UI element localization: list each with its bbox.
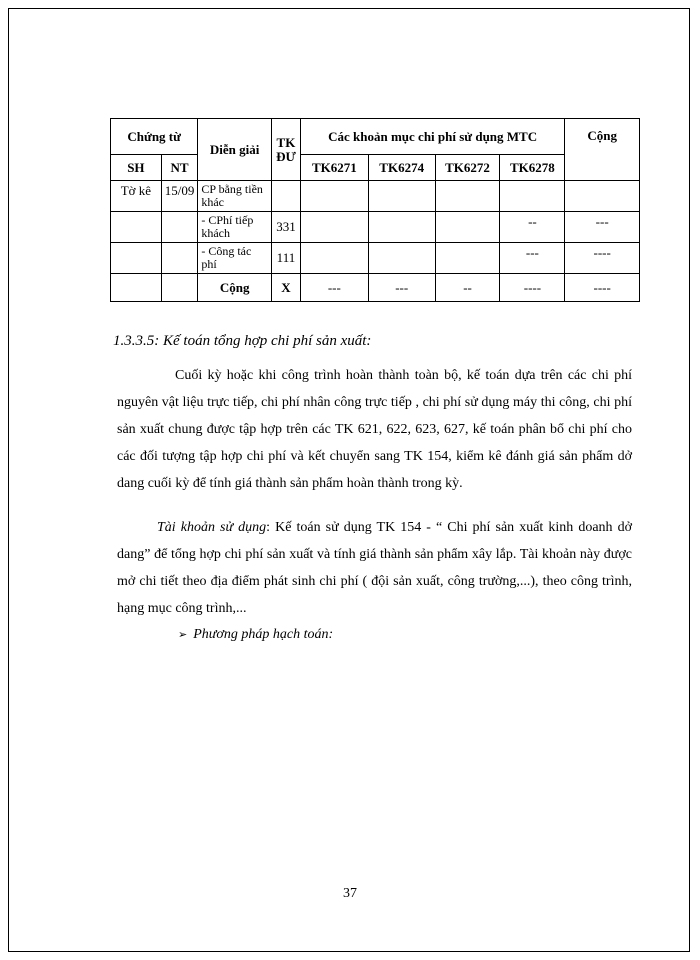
method-label: Phương pháp hạch toán:: [193, 627, 334, 642]
header-account-3: TK6272: [435, 155, 500, 181]
cell-desc: - Công tác phí: [198, 243, 272, 274]
cell-desc: - CPhí tiếp khách: [198, 212, 272, 243]
header-dien-giai: Diễn giải: [198, 119, 272, 181]
cell-a4: ---: [500, 243, 565, 274]
total-a3: --: [435, 274, 500, 302]
header-tk-du: TK ĐƯ: [271, 119, 300, 181]
account-text: : Kế toán sử dụng TK 154 - “ Chi phí sản xuất kinh doanh dở dang” để tổng hợp chi phí sản xuất và tính giá thành sản phẩm xây lắp. Tài khoản này được mở chi tiết theo địa điểm phát sinh chi phí ( đội sản xuất, công trường,...), theo công trình, hạng mục công trình,...: [117, 520, 632, 616]
table-row: [111, 243, 640, 274]
paragraph-summary: Cuối kỳ hoặc khi công trình hoàn thành toàn bộ, kế toán dựa trên các chi phí nguyên vật liệu trực tiếp, chi phí nhân công trực tiếp , chi phí sử dụng máy thi công, chi phí sản xuất chung được tập hợp trên các TK 621, 622, 623, 627, kế toán phân bổ chi phí cho các đối tượng tập hợp chi phí và kết chuyển sang TK 154, kiểm kê đánh giá sản phẩm dở dang cuối kỳ để tính giá thành sản phẩm hoàn thành trong kỳ.: [117, 368, 632, 491]
cell-tk: [271, 181, 300, 212]
total-a1: ---: [300, 274, 368, 302]
header-account-4: TK6278: [500, 155, 565, 181]
cell-sh: Tờ kê: [111, 181, 162, 212]
cell-nt: 15/09: [161, 181, 198, 212]
table-row: [111, 181, 640, 212]
header-account-1: TK6271: [300, 155, 368, 181]
total-a2: ---: [368, 274, 435, 302]
table-header-row: [111, 119, 640, 155]
cell-a3: [435, 212, 500, 243]
cell-total: ---: [565, 212, 640, 243]
header-cong: Cộng: [565, 119, 640, 181]
header-account-2: TK6274: [368, 155, 435, 181]
cell-sh: [111, 212, 162, 243]
arrow-bullet-icon: ➢: [178, 628, 188, 641]
paragraph-account: [117, 514, 632, 622]
cell-total: ----: [565, 243, 640, 274]
header-sh: SH: [111, 155, 162, 181]
cell-a2: [368, 181, 435, 212]
expense-table: [110, 118, 640, 302]
section-heading: 1.3.3.5: Kế toán tổng hợp chi phí sản xuất:: [113, 333, 372, 349]
header-nt: NT: [161, 155, 198, 181]
cell-nt: [161, 274, 198, 302]
account-label: Tài khoản sử dụng: [157, 520, 267, 535]
cell-nt: [161, 243, 198, 274]
cell-a2: [368, 212, 435, 243]
total-a4: ----: [500, 274, 565, 302]
cell-total: [565, 181, 640, 212]
cell-a1: [300, 212, 368, 243]
table-subheader-row: [111, 155, 640, 181]
cell-tk: 331: [271, 212, 300, 243]
cell-a3: [435, 243, 500, 274]
cell-sh: [111, 243, 162, 274]
cell-desc: CP bằng tiền khác: [198, 181, 272, 212]
method-bullet: [178, 625, 333, 645]
cell-nt: [161, 212, 198, 243]
header-cac-khoan: Các khoản mục chi phí sử dụng MTC: [300, 119, 564, 155]
cell-a4: --: [500, 212, 565, 243]
page-number: 37: [343, 886, 357, 901]
cell-a1: [300, 181, 368, 212]
cell-a3: [435, 181, 500, 212]
cell-a2: [368, 243, 435, 274]
total-label: Cộng: [198, 274, 272, 302]
cell-sh: [111, 274, 162, 302]
cell-a4: [500, 181, 565, 212]
total-tk: X: [271, 274, 300, 302]
total-sum: ----: [565, 274, 640, 302]
cell-tk: 111: [271, 243, 300, 274]
table-total-row: [111, 274, 640, 302]
table-row: [111, 212, 640, 243]
header-chung-tu: Chứng từ: [111, 119, 198, 155]
cell-a1: [300, 243, 368, 274]
